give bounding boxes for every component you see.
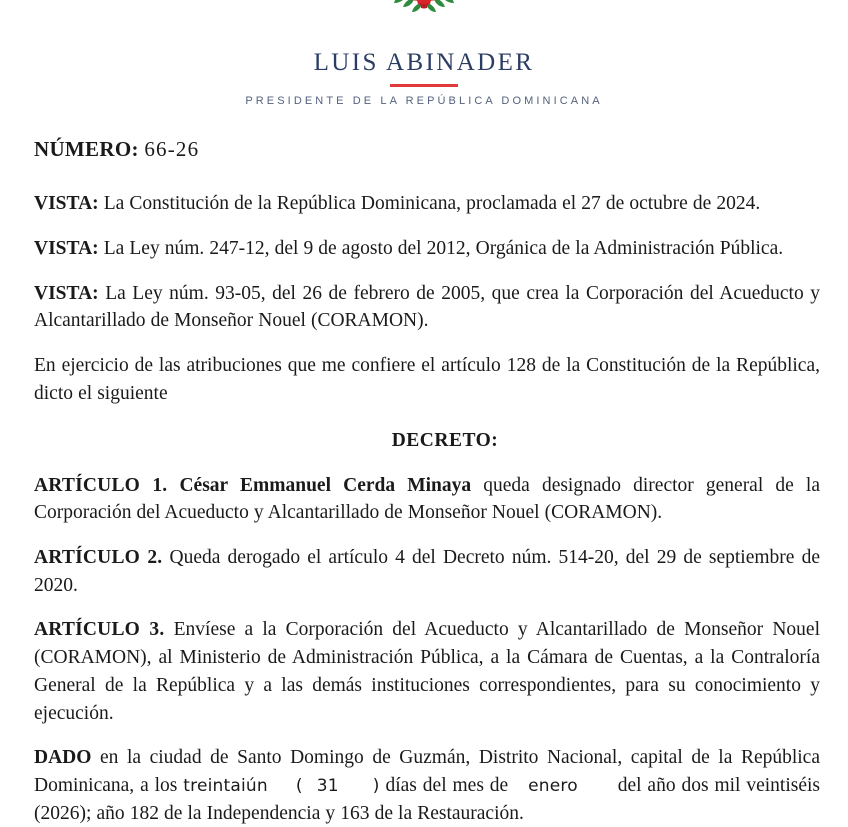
preamble-paragraph: En ejercicio de las atribuciones que me confiere el artículo 128 de la Constitución de la República, dicto el siguiente: [34, 354, 820, 404]
decreto-heading: DECRETO:: [391, 430, 499, 452]
vista-label-3: VISTA:: [34, 282, 99, 304]
dominican-republic-coat-of-arms-icon: [366, 0, 482, 22]
closing-text-3: del año dos mil veintiséis (2026); año 182 de la Independencia y 163 de la Restauración.: [34, 774, 820, 824]
article-paragraph-2: [34, 544, 820, 599]
article-paragraph-1: [34, 472, 820, 527]
closing-label: DADO: [34, 747, 92, 769]
day-words-field[interactable]: treintaiún: [183, 775, 268, 796]
article-label-2: ARTÍCULO 2.: [34, 547, 163, 569]
emblem-container: [0, 0, 848, 22]
vista-label-2: VISTA:: [34, 237, 99, 259]
designated-person-name: César Emmanuel Cerda Minaya: [167, 474, 472, 496]
document-body: [0, 137, 848, 827]
article-text-2: Queda derogado el artículo 4 del Decreto núm. 514-20, del 29 de septiembre de 2020.: [34, 547, 820, 596]
closing-text-2: días del mes de: [379, 774, 515, 796]
decree-number-line: [34, 137, 820, 162]
vista-text-1: La Constitución de la República Dominicana, proclamada el 27 de octubre de 2024.: [98, 193, 761, 215]
letterhead: [0, 0, 848, 107]
paren-open: (: [295, 775, 303, 796]
closing-text-1: en la ciudad de Santo Domingo de Guzmán, Distrito Nacional, capital de la República Dominicana, a los: [34, 747, 820, 796]
day-number-field[interactable]: 31: [316, 775, 339, 796]
letterhead-divider: [390, 84, 458, 87]
closing-paragraph: [34, 744, 820, 827]
president-name: LUIS ABINADER: [313, 49, 535, 76]
article-paragraph-3: [34, 616, 820, 727]
article-label-3: ARTÍCULO 3.: [34, 619, 165, 641]
decree-number-label: NÚMERO:: [34, 137, 139, 161]
president-subtitle: PRESIDENTE DE LA REPÚBLICA DOMINICANA: [245, 95, 603, 107]
month-field[interactable]: enero: [528, 775, 578, 796]
vista-text-2: La Ley núm. 247-12, del 9 de agosto del 2012, Orgánica de la Administración Pública.: [98, 237, 784, 259]
article-text-3: Envíese a la Corporación del Acueducto y Alcantarillado de Monseñor Nouel (CORAMON), al Ministerio de Administración Pública, a la Cámara de Cuentas, a la Contraloría General de la República y a las demás instituciones correspondientes, para su conocimiento y ejecución.: [34, 619, 820, 724]
vista-paragraph-1: [34, 190, 820, 218]
vista-paragraph-3: [34, 280, 820, 335]
article-text-1: queda designado director general de la Corporación del Acueducto y Alcantarillado de Monseñor Nouel (CORAMON).: [34, 474, 820, 524]
paren-close: ): [372, 775, 380, 796]
vista-paragraph-2: [34, 235, 820, 263]
article-label-1: ARTÍCULO 1.: [34, 474, 168, 496]
vista-label-1: VISTA:: [34, 193, 99, 215]
vista-text-3: La Ley núm. 93-05, del 26 de febrero de 2005, que crea la Corporación del Acueducto y Alcantarillado de Monseñor Nouel (CORAMON).: [34, 282, 820, 332]
decree-number-value: 66-26: [144, 137, 200, 161]
